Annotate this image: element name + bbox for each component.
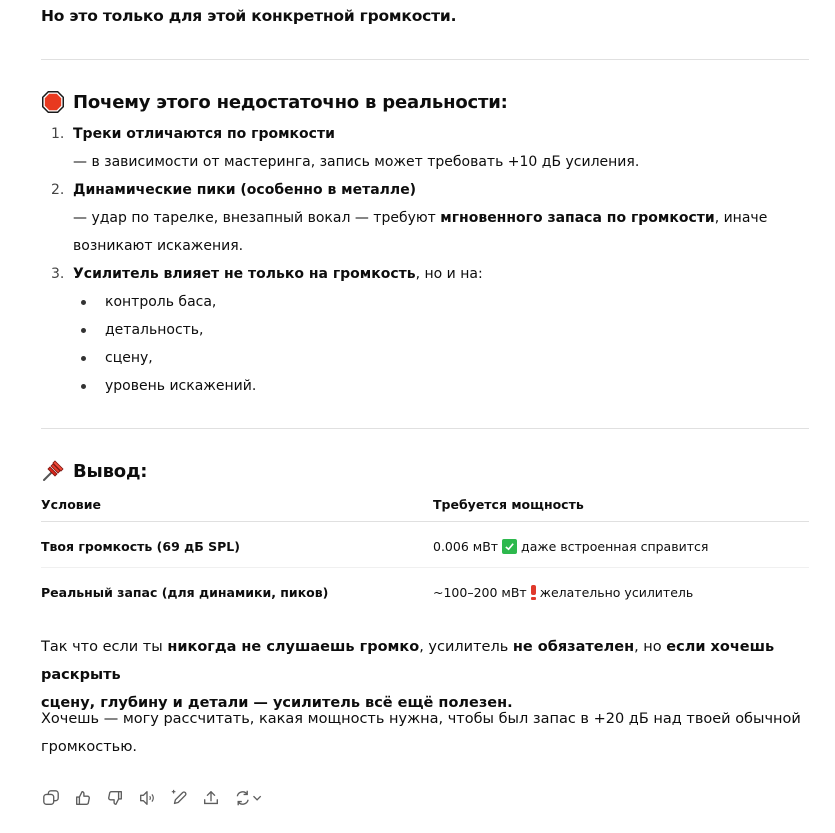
bullet-dot xyxy=(81,384,86,389)
power-cell xyxy=(433,585,693,600)
bullet-text: сцену, xyxy=(105,350,153,366)
edit-icon[interactable] xyxy=(169,788,189,808)
copy-icon[interactable] xyxy=(41,788,61,808)
share-icon[interactable] xyxy=(201,788,221,808)
bullet-text: уровень искажений. xyxy=(105,378,257,394)
list-number: 3. xyxy=(51,266,65,282)
thumbs-down-icon[interactable] xyxy=(105,788,125,808)
divider xyxy=(41,59,809,60)
bold-text: не обязателен xyxy=(512,639,635,655)
regenerate-icon[interactable] xyxy=(233,788,265,808)
intro-text: Но это только для этой конкретной громкости. xyxy=(41,7,457,25)
bullet-text: детальность, xyxy=(105,322,204,338)
stop-sign-icon xyxy=(41,90,65,114)
power-value: 0.006 мВт xyxy=(433,539,499,554)
power-value: ~100–200 мВт xyxy=(433,585,527,600)
bold-text: сцену, глубину и детали — усилитель всё ещё полезен. xyxy=(41,695,513,711)
pushpin-icon xyxy=(41,459,65,483)
followup-paragraph xyxy=(41,705,809,761)
bold-text: никогда не слушаешь громко xyxy=(167,639,420,655)
text: , усилитель xyxy=(419,639,513,655)
item-detail: — в зависимости от мастеринга, запись может требовать +10 дБ усиления. xyxy=(73,154,640,170)
read-aloud-icon[interactable] xyxy=(137,788,157,808)
bold-text: если хочешь раскрыть xyxy=(41,639,775,683)
item-title: Треки отличаются по громкости xyxy=(73,126,335,142)
divider xyxy=(41,428,809,429)
power-table xyxy=(41,490,809,613)
power-cell xyxy=(433,539,708,554)
condition-cell: Твоя громкость (69 дБ SPL) xyxy=(41,539,240,554)
text: Так что если ты xyxy=(41,639,168,655)
item-detail xyxy=(73,204,793,232)
bullet-text: контроль баса, xyxy=(105,294,217,310)
section-title: Вывод: xyxy=(73,460,148,482)
exclamation-icon xyxy=(531,585,536,600)
bullet-dot xyxy=(81,328,86,333)
section-heading-conclusion xyxy=(41,459,147,483)
table-row xyxy=(41,568,809,613)
bullet-dot xyxy=(81,300,86,305)
text: громкостью. xyxy=(41,739,138,755)
detail-text: , иначе xyxy=(714,210,768,226)
bullet-dot xyxy=(81,356,86,361)
table-header xyxy=(41,490,809,522)
list-number: 1. xyxy=(51,126,65,142)
detail-bold: мгновенного запаса по громкости xyxy=(440,210,715,226)
text: Хочешь — могу рассчитать, какая мощность нужна, чтобы был запас в +20 дБ над твоей обычной xyxy=(41,711,801,727)
item-title: Динамические пики (особенно в металле) xyxy=(73,182,417,198)
power-note: даже встроенная справится xyxy=(521,539,709,554)
condition-cell: Реальный запас (для динамики, пиков) xyxy=(41,585,329,600)
check-mark-icon xyxy=(502,539,517,554)
item-title: Усилитель влияет не только на громкость xyxy=(73,266,416,282)
message-actions xyxy=(41,788,277,808)
power-note: желательно усилитель xyxy=(539,585,694,600)
text: , но xyxy=(634,639,667,655)
list-number: 2. xyxy=(51,182,65,198)
column-header: Требуется мощность xyxy=(433,497,584,512)
thumbs-up-icon[interactable] xyxy=(73,788,93,808)
column-header: Условие xyxy=(41,497,101,512)
table-row xyxy=(41,522,809,568)
section-heading-why xyxy=(41,90,508,114)
item-detail-line2: возникают искажения. xyxy=(73,238,244,254)
section-title: Почему этого недостаточно в реальности: xyxy=(73,91,508,113)
detail-text: — удар по тарелке, внезапный вокал — требуют xyxy=(73,210,441,226)
item-title-suffix: , но и на: xyxy=(415,266,483,282)
